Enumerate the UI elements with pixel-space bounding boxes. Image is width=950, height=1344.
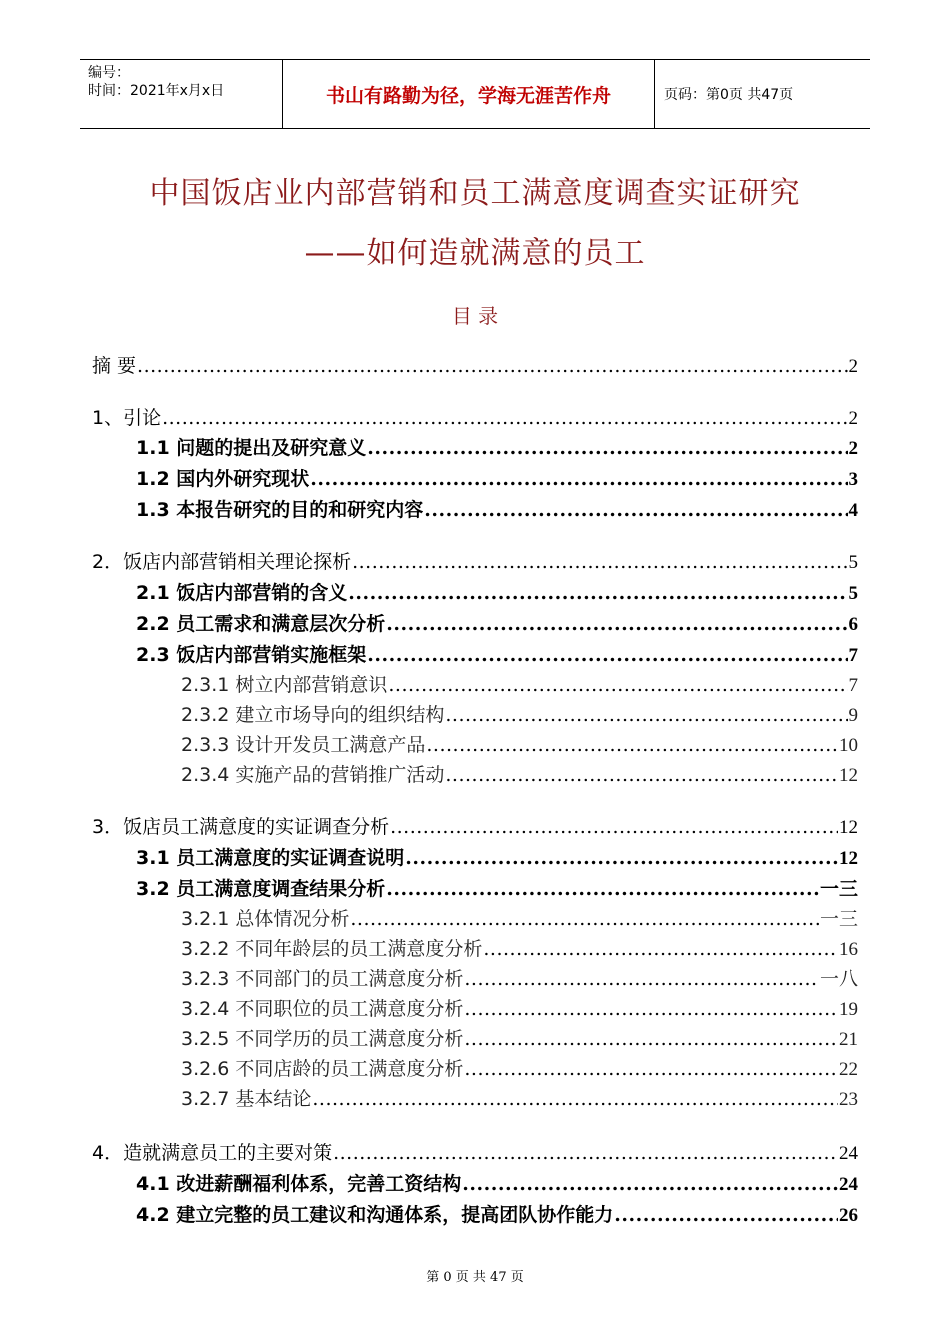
- toc-entry-page: 24: [839, 1143, 858, 1164]
- toc-entry-title: 3.2 员工满意度调查结果分析: [136, 878, 386, 900]
- toc-entry[interactable]: [136, 641, 858, 669]
- header-meta: [80, 60, 282, 128]
- toc-heading: 目 录: [451, 304, 499, 328]
- toc-entry[interactable]: [136, 434, 858, 462]
- toc-entry-title: 3.2.1 总体情况分析: [181, 908, 350, 930]
- toc-entry-title: 1.2 国内外研究现状: [136, 468, 310, 490]
- toc-entry-page: 7: [848, 675, 858, 696]
- toc-entry-page: 21: [839, 1029, 858, 1050]
- toc-entry-page: 2: [848, 438, 858, 459]
- toc-entry[interactable]: [136, 844, 858, 872]
- toc-entry-page: 12: [839, 817, 858, 838]
- toc-entry[interactable]: [181, 995, 858, 1023]
- toc-entry-title: 2.3.1 树立内部营销意识: [181, 674, 388, 696]
- toc-entry-title: 1.1 问题的提出及研究意义: [136, 437, 367, 459]
- toc-entry[interactable]: [136, 496, 858, 524]
- toc-entry-title: 3．饭店员工满意度的实证调查分析: [92, 816, 390, 838]
- toc-entry-page: 10: [839, 735, 858, 756]
- toc-entry[interactable]: [92, 352, 858, 380]
- toc-leader-dots: [312, 1085, 838, 1113]
- toc-entry[interactable]: [181, 1025, 858, 1053]
- toc-leader-dots: [614, 1201, 838, 1229]
- toc-entry-title: 2.3 饭店内部营销实施框架: [136, 644, 367, 666]
- toc-leader-dots: [390, 813, 838, 841]
- toc-entry[interactable]: [136, 610, 858, 638]
- toc-entry-title: 3.2.5 不同学历的员工满意度分析: [181, 1028, 464, 1050]
- toc-entry-page: 一三: [819, 909, 858, 930]
- header-motto-cell: [282, 60, 655, 128]
- document-title: 中国饭店业内部营销和员工满意度调查实证研究: [149, 176, 801, 211]
- toc-entry-page: 5: [848, 552, 858, 573]
- toc-entry-page: 23: [839, 1089, 858, 1110]
- toc-entry-page: 26: [839, 1205, 858, 1226]
- toc-entry-title: 2.3.2 建立市场导向的组织结构: [181, 704, 445, 726]
- toc-entry[interactable]: [181, 935, 858, 963]
- toc-entry-page: 2: [848, 356, 858, 377]
- toc-entry-page: 6: [848, 614, 858, 635]
- toc-entry[interactable]: [136, 579, 858, 607]
- toc-entry-page: 7: [848, 645, 858, 666]
- toc-entry[interactable]: [181, 671, 858, 699]
- header-page-info: 页码：第0页 共47页: [664, 87, 794, 103]
- toc-entry[interactable]: [136, 875, 858, 903]
- toc-leader-dots: [386, 610, 847, 638]
- toc-entry-title: 1、引论: [92, 407, 162, 429]
- page-footer: 第 0 页 共 47 页: [426, 1270, 524, 1285]
- toc-leader-dots: [348, 579, 847, 607]
- toc-entry[interactable]: [92, 813, 858, 841]
- toc-leader-dots: [367, 434, 847, 462]
- toc-entry-page: 12: [839, 848, 858, 869]
- document-subtitle: ——如何造就满意的员工: [304, 236, 646, 271]
- toc-entry[interactable]: [136, 1201, 858, 1229]
- toc-entry[interactable]: [92, 1139, 858, 1167]
- toc-leader-dots: [333, 1139, 838, 1167]
- toc-leader-dots: [464, 1025, 838, 1053]
- toc-entry-page: 5: [848, 583, 858, 604]
- toc-entry-page: 9: [848, 705, 858, 726]
- toc-leader-dots: [310, 465, 847, 493]
- toc-leader-dots: [162, 404, 847, 432]
- toc-entry[interactable]: [181, 905, 858, 933]
- toc-leader-dots: [424, 496, 847, 524]
- toc-entry-title: 2.3.4 实施产品的营销推广活动: [181, 764, 445, 786]
- toc-entry-title: 4.1 改进薪酬福利体系，完善工资结构: [136, 1173, 462, 1195]
- toc-entry[interactable]: [181, 1055, 858, 1083]
- toc-entry-page: 一八: [819, 969, 858, 990]
- toc-entry[interactable]: [181, 761, 858, 789]
- toc-leader-dots: [367, 641, 847, 669]
- page-header: [80, 59, 870, 129]
- toc-entry-title: 3.1 员工满意度的实证调查说明: [136, 847, 405, 869]
- toc-leader-dots: [483, 935, 838, 963]
- toc-entry[interactable]: [181, 701, 858, 729]
- toc-entry-title: 3.2.7 基本结论: [181, 1088, 312, 1110]
- toc-leader-dots: [445, 701, 847, 729]
- toc-leader-dots: [464, 995, 838, 1023]
- toc-entry-title: 摘 要: [92, 355, 137, 377]
- toc-entry-page: 2: [848, 408, 858, 429]
- toc-entry-page: 16: [839, 939, 858, 960]
- toc-entry-page: 4: [848, 500, 858, 521]
- toc-entry-page: 3: [848, 469, 858, 490]
- toc-entry-page: 24: [839, 1174, 858, 1195]
- toc-leader-dots: [464, 1055, 838, 1083]
- toc-leader-dots: [350, 905, 819, 933]
- toc-entry-page: 一三: [819, 879, 858, 900]
- toc-entry[interactable]: [181, 965, 858, 993]
- toc-entry-title: 3.2.2 不同年龄层的员工满意度分析: [181, 938, 483, 960]
- toc-leader-dots: [386, 875, 819, 903]
- toc-leader-dots: [352, 548, 847, 576]
- toc-entry-title: 3.2.4 不同职位的员工满意度分析: [181, 998, 464, 1020]
- header-motto: 书山有路勤为径，学海无涯苦作舟: [325, 84, 611, 107]
- toc-leader-dots: [388, 671, 847, 699]
- toc-entry[interactable]: [136, 1170, 858, 1198]
- toc-leader-dots: [137, 352, 847, 380]
- toc-entry-title: 4.2 建立完整的员工建议和沟通体系，提高团队协作能力: [136, 1204, 614, 1226]
- toc-entry[interactable]: [181, 1085, 858, 1113]
- toc-entry-page: 12: [839, 765, 858, 786]
- toc-entry-title: 4．造就满意员工的主要对策: [92, 1142, 333, 1164]
- toc-entry[interactable]: [136, 465, 858, 493]
- toc-entry-title: 2.3.3 设计开发员工满意产品: [181, 734, 426, 756]
- toc-entry[interactable]: [92, 548, 858, 576]
- toc-entry[interactable]: [92, 404, 858, 432]
- toc-entry-title: 2.2 员工需求和满意层次分析: [136, 613, 386, 635]
- toc-entry-title: 3.2.3 不同部门的员工满意度分析: [181, 968, 464, 990]
- toc-leader-dots: [464, 965, 819, 993]
- header-number-label: 编号：: [88, 65, 130, 81]
- toc-leader-dots: [462, 1170, 838, 1198]
- toc-entry[interactable]: [181, 731, 858, 759]
- toc-entry-title: 2．饭店内部营销相关理论探析: [92, 551, 352, 573]
- header-date-label: 时间：2021年x月x日: [88, 83, 225, 99]
- toc-entry-title: 3.2.6 不同店龄的员工满意度分析: [181, 1058, 464, 1080]
- toc-leader-dots: [426, 731, 838, 759]
- toc-entry-page: 22: [839, 1059, 858, 1080]
- toc-leader-dots: [445, 761, 838, 789]
- toc-entry-title: 1.3 本报告研究的目的和研究内容: [136, 499, 424, 521]
- toc-entry-title: 2.1 饭店内部营销的含义: [136, 582, 348, 604]
- toc-leader-dots: [405, 844, 838, 872]
- toc-entry-page: 19: [839, 999, 858, 1020]
